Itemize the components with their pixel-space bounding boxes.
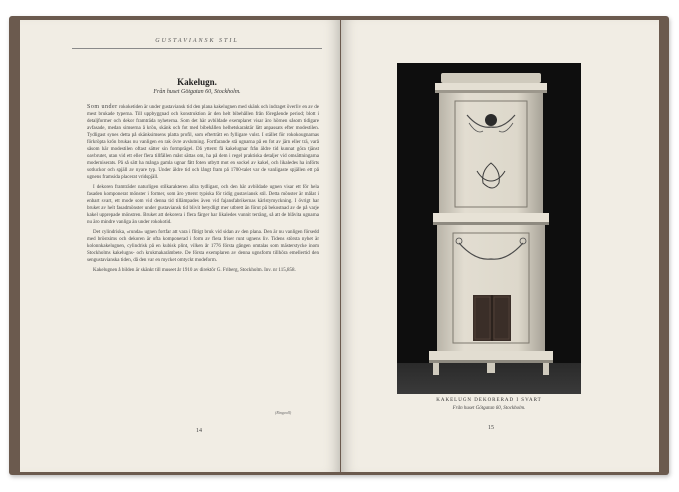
author-credit: (Ringvall) bbox=[275, 410, 292, 415]
stove-photograph bbox=[397, 63, 581, 394]
page-number-right: 15 bbox=[488, 425, 494, 431]
section-title: Kakelugn. bbox=[177, 77, 217, 87]
running-head: GUSTAVIANSK STIL bbox=[155, 38, 239, 44]
paragraph-1-text: rokoketiden är under gustaviansk tid den plana kakelugnen med skänk och indraget överliv en av de mest brukade typerna. Till uppbyggnad och konstruktion är den helt bibehållen från föregående period; blott i detaljformer och dekor framträda nyheterna. Som det här avbildade exemplaret visar äro hörnen såsom tidigare avfasade, medan simserna å krön, skänk och fot med bibehållen helhetskaraktär lätt anpassats efter modestilen. Tydligast synes detta på skänksimsens platta profil, som efterträtt en fylligare vulst. I stället för rokokougnarnas förkröpta krön brukas nu vanligen en rak övre avslutning. Fortfarande stå ugnarna på en fot av järn eller trä, varå såsom här modestilen oftast sätter sin formprägel. Då ytterst få kakelugnar från äldre tid kunnat göra tjänst oavbrutet, utan vid ett eller flera tillfällen måst sättas om, ha på dem i regel praktiska detaljer vid omsättningarna moderniserats. På så sätt ha många gamla ugnar fått foten utbytt mot en sockel av kakel, och likaledes ha införts sotluckor och spjäll av nyare typ. Under äldre tid och långt fram på 1700-talet var de vanligaste spjällen ett på ugnens framsida placerat vridspjäll. bbox=[87, 105, 319, 180]
photo-caption: KAKELUGN DEKORERAD I SVART bbox=[436, 398, 542, 403]
tiled-stove-illustration bbox=[397, 63, 581, 394]
paragraph-2: I dekoren framträder naturligen stilkarakteren allra tydligast, och den här avbildade ugnen visar ett för hela fasaden komponerat mönster i former, som äro ytterst typiska för tidig gustaviansk stil. Detta mönster är målat i enbart svart, ett mode som vid denna tid tillämpades även vid fajansfabrikernas kärlstymyckning. I övrigt har bruket av helt fasadmönster under gustaviansk tid blivit betydligt mer utbrett än förut på bekostnad av de på varje kakel upprepade mönstren. Bruket att dekorera i flera färger har likaledes vunnit terräng, så att de blåvita ugnarna nu äro mindre vanliga än under rokokotid. bbox=[87, 185, 319, 225]
photo-caption-source: Från huset Götgatan 60, Stockholm. bbox=[452, 406, 526, 411]
paragraph-1 bbox=[87, 104, 319, 181]
paragraph-3: Det cylindriska, »runda» ugnen fortfar att vara i flitigt bruk vid sidan av den plana. Den är nu vanligen försedd med bröstsims och dekoren är ofta komponerad i form av flera friser runt ugnens liv. Tidens största nyhet är kolonnkakelugnen, cylindrisk på en kubisk plint, vilken år 1776 första gången omtalas som mästerstycke inom Stockholms kakelugns- och krukmakarämbete. De första exemplaren av denna ugnsform tillhöra emellertid den sengustavianska tiden, då den var en mycket omtyckt modeform. bbox=[87, 230, 319, 263]
body-text bbox=[87, 104, 319, 277]
header-rule bbox=[72, 48, 322, 49]
page-number-left: 14 bbox=[196, 428, 202, 434]
paragraph-4: Kakelugnen å bilden är skänkt till museet år 1910 av direktör G. Friberg, Stockholm. Inv. nr 115,858. bbox=[93, 268, 296, 273]
lead-words: Som under bbox=[87, 104, 118, 110]
section-subtitle: Från huset Götgatan 60, Stockholm. bbox=[153, 89, 241, 95]
